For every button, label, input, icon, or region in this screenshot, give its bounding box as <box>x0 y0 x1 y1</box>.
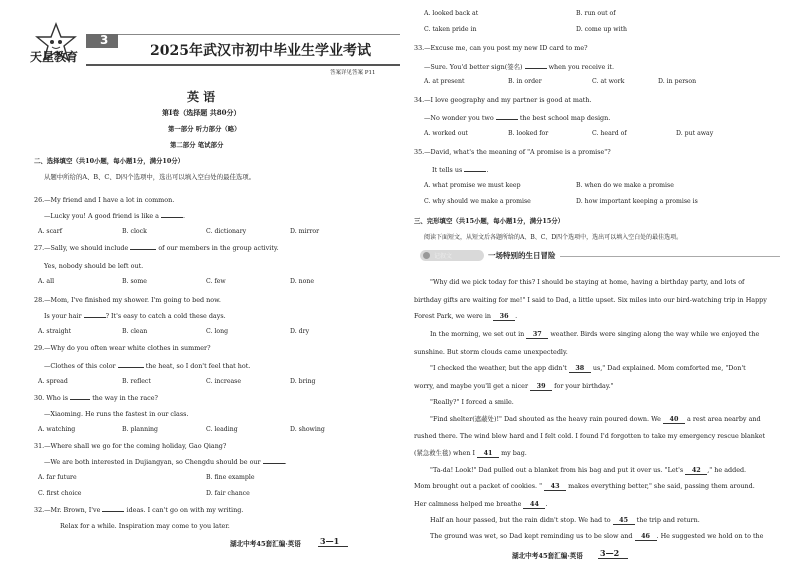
passage-p7 <box>430 516 700 525</box>
q27-line2: Yes, nobody should be left out. <box>44 262 144 270</box>
q33-stem-cont: when you receive it. <box>548 63 614 71</box>
passage-p7-text-cont: the trip and return. <box>636 516 700 524</box>
blank-45: 45 <box>613 516 635 525</box>
q29-stem-cont: the heat, so I don't feel that hot. <box>145 362 251 370</box>
q27-option-c[interactable]: C. few <box>206 278 226 285</box>
q27-option-a[interactable]: A. all <box>38 278 55 285</box>
part1-sub1: 第一部分 听力部分（略） <box>168 125 241 133</box>
q27-option-d[interactable]: D. none <box>290 278 315 285</box>
q29-option-c[interactable]: C. increase <box>206 378 242 385</box>
section2-instructions: 从题中所给的A、B、C、D四个选项中，选出可以填入空白处的最佳选项。 <box>44 173 256 181</box>
passage-p8 <box>430 532 763 541</box>
q26-stem: 26.—My friend and I have a lot in common. <box>34 196 175 204</box>
blank-44: 44 <box>523 500 545 509</box>
q33-blank <box>525 68 547 69</box>
q33-stem: —Sure. You'd better sign(签名) <box>424 63 523 71</box>
right-footer-text: 湖北中考45套汇编·英语 <box>512 552 583 560</box>
q32-line2: Relax for a while. Inspiration may come to you later. <box>60 522 230 530</box>
passage-p6-text3: Her calmness helped me breathe <box>414 500 522 508</box>
q31-option-b[interactable]: B. fine example <box>206 474 255 481</box>
q28-blank <box>84 317 106 318</box>
blank-43: 43 <box>544 482 566 491</box>
passage-p5-text-cont: a rest area nearby and <box>687 415 761 423</box>
passage-p2-line2: sunshine. But storm clouds came unexpectedly. <box>414 348 568 356</box>
q26-line2: —Lucky you! A good friend is like a . <box>44 212 186 220</box>
q31-line1: 31.—Where shall we go for the coming holiday, Gao Qiang? <box>34 442 227 450</box>
q35-stem: It tells us <box>432 166 463 174</box>
q31-stem: —We are both interested in Dujiangyan, so Chengdu should be our <box>44 458 261 466</box>
passage-p6-text2-cont: makes everything better," she said, passing them around. <box>568 482 755 490</box>
passage-p6-text-cont: ," he added. <box>707 466 747 474</box>
blank-42: 42 <box>685 466 707 475</box>
header-rule-bottom <box>86 64 400 66</box>
q29-line2 <box>44 362 250 370</box>
q27-line1 <box>34 244 279 252</box>
q32-option-c[interactable]: C. taken pride in <box>424 26 477 33</box>
q35-line1: 35.—David, what's the meaning of "A promise is a promise"? <box>414 148 611 156</box>
passage-title: 一场特别的生日冒险 <box>488 251 556 260</box>
q35-blank <box>464 171 486 172</box>
q29-blank <box>118 367 144 368</box>
q31-option-c[interactable]: C. first choice <box>38 490 82 497</box>
q28-stem-cont: ? It's easy to catch a cold these days. <box>105 312 226 320</box>
passage-tag-pill <box>420 250 484 261</box>
q33-line2 <box>424 62 614 71</box>
q28-line1: 28.—Mom, I've finished my shower. I'm going to bed now. <box>34 296 221 304</box>
part1-sub2: 第二部分 笔试部分 <box>170 141 224 149</box>
q35-line2: It tells us . <box>432 166 489 174</box>
q28-option-b[interactable]: B. clean <box>122 328 148 335</box>
passage-p5-text: "Find shelter(遮蔽处)!" Dad shouted as the heavy rain poured down. We <box>430 415 661 423</box>
q34-blank <box>496 119 518 120</box>
passage-p5-line3 <box>414 448 527 458</box>
passage-p1-line3: Forest Park, we were in 36 . <box>414 312 518 320</box>
q30-blank <box>70 399 90 400</box>
q26-option-a[interactable]: A. scarf <box>38 228 62 235</box>
badge <box>86 34 118 48</box>
q33-line1: 33.—Excuse me, can you post my new ID card to me? <box>414 44 588 52</box>
q29-option-a[interactable]: A. spread <box>38 378 68 385</box>
subject-title: 英 语 <box>187 90 216 104</box>
blank-36: 36 <box>493 312 515 321</box>
q35-option-c[interactable]: C. why should we make a promise <box>424 198 531 205</box>
q30-stem-cont: the way in the race? <box>92 394 158 402</box>
section3-instructions: 阅读下面短文，从短文后各题所给的A、B、C、D四个选项中，选出可以填入空白处的最佳选项。 <box>424 234 683 241</box>
passage-p5-line2: rushed there. The wind blew hard and I felt cold. I found I'd forgotten to take my emergency rescue blanket <box>414 432 766 440</box>
passage-banner <box>420 250 780 261</box>
q35-option-d[interactable]: D. how important keeping a promise is <box>576 198 698 205</box>
q29-line1: 29.—Why do you often wear white clothes in summer? <box>34 344 211 352</box>
q32-option-a[interactable]: A. looked back at <box>424 10 479 17</box>
passage-p8-text: The ground was wet, so Dad kept reminding us to be slow and <box>430 532 633 540</box>
passage-p6-text2: Mom brought out a packet of cookies. " <box>414 482 543 490</box>
blank-38: 38 <box>569 364 591 373</box>
q26-option-d[interactable]: D. mirror <box>290 228 320 235</box>
q33-option-a[interactable]: A. at present <box>424 78 465 85</box>
q26-option-b[interactable]: B. clock <box>122 228 147 235</box>
q28-line2 <box>44 312 226 320</box>
q32-blank <box>102 511 124 512</box>
passage-p1-text: Forest Park, we were in <box>414 312 492 320</box>
passage-p6-line3: Her calmness helped me breathe 44 . <box>414 500 548 508</box>
passage-p2-text-cont: weather. Birds were singing along the way while we enjoyed the <box>550 330 760 338</box>
passage-p6-line1 <box>430 466 746 475</box>
q30-option-d[interactable]: D. showing <box>290 426 325 433</box>
q32-option-b[interactable]: B. run out of <box>576 10 616 17</box>
section2-title: 二、选择填空（共10小题，每小题1分，满分10分） <box>34 157 185 165</box>
passage-p3-text: "I checked the weather, but the app didn't <box>430 364 567 372</box>
left-footer-rule <box>318 546 348 547</box>
q27-blank <box>130 249 156 250</box>
q34-stem-cont: the best school map design. <box>519 114 611 122</box>
exam-title: 2025年武汉市初中毕业生学业考试 <box>150 43 371 59</box>
brand-name: 天星教育 <box>30 50 79 64</box>
q35-option-a[interactable]: A. what promise we must keep <box>424 182 521 189</box>
part1-title: 第Ⅰ卷（选择题 共80分） <box>162 108 241 117</box>
q31-blank <box>263 463 285 464</box>
q27-stem-cont: of our members in the group activity. <box>158 244 279 252</box>
passage-p5-line1 <box>430 414 761 424</box>
passage-p1-line1: "Why did we pick today for this? I should be staying at home, having a birthday party, and lots of <box>430 278 745 286</box>
q31-option-d[interactable]: D. fair chance <box>206 490 250 497</box>
passage-p6-text: "Ta-da! Look!" Dad pulled out a blanket from his bag and put it over us. "Let's <box>430 466 684 474</box>
q29-stem: —Clothes of this color <box>44 362 116 370</box>
passage-p1-line2: birthday gifts are waiting for me!" I said to Dad, a little upset. Six miles into our bird-watching trip in Happy <box>414 296 767 304</box>
q30-stem: 30. Who is <box>34 394 69 402</box>
q35-option-b[interactable]: B. when do we make a promise <box>576 182 674 189</box>
passage-p3-text-cont: us," Dad explained. Mom comforted me, "Don't <box>592 364 746 372</box>
q32-option-d[interactable]: D. come up with <box>576 26 628 33</box>
q26-option-c[interactable]: C. dictionary <box>206 228 247 235</box>
right-footer-page: 3—2 <box>600 548 620 558</box>
passage-p6-line2 <box>414 482 755 491</box>
right-footer-rule <box>598 558 628 559</box>
blank-40: 40 <box>663 415 685 424</box>
q32-stem: 32.—Mr. Brown, I've <box>34 506 101 514</box>
q30-line2: —Xiaoming. He runs the fastest in our class. <box>44 410 189 418</box>
passage-p3-text2-cont: for your birthday." <box>554 382 614 390</box>
q34-option-d[interactable]: D. put away <box>676 130 714 137</box>
q34-stem: —No wonder you two <box>424 114 494 122</box>
passage-tag-dot-icon <box>423 252 430 259</box>
answer-ref: 答案详见答案 P11 <box>330 70 376 76</box>
left-footer-text: 湖北中考45套汇编·英语 <box>230 540 301 548</box>
q34-option-a[interactable]: A. worked out <box>424 130 468 137</box>
passage-p8-text-cont: . He suggested we hold on to the <box>656 532 764 540</box>
passage-p3-text2: worry, and maybe you'll get a nicer <box>414 382 529 390</box>
q34-option-c[interactable]: C. heard of <box>592 130 627 137</box>
q31-line2: —We are both interested in Dujiangyan, so Chengdu should be our . <box>44 458 287 466</box>
passage-p3-line1 <box>430 364 746 373</box>
q30-option-a[interactable]: A. watching <box>38 426 76 433</box>
passage-p3-line2 <box>414 382 614 391</box>
q29-option-b[interactable]: B. reflect <box>122 378 151 385</box>
q28-option-a[interactable]: A. straight <box>38 328 72 335</box>
q27-option-b[interactable]: B. some <box>122 278 147 285</box>
passage-p2-text: In the morning, we set out in <box>430 330 525 338</box>
badge-number: 3 <box>100 33 109 47</box>
q26-blank <box>161 217 183 218</box>
passage-p5-text2: (紧急救生毯) when I <box>414 449 476 457</box>
q34-line2 <box>424 114 610 122</box>
q33-option-c[interactable]: C. at work <box>592 78 625 85</box>
q34-line1: 34.—I love geography and my partner is good at math. <box>414 96 592 104</box>
right-page <box>400 0 800 566</box>
blank-37: 37 <box>526 330 548 339</box>
passage-p4: "Really?" I forced a smile. <box>430 398 514 406</box>
passage-p7-text: Half an hour passed, but the rain didn't stop. We had to <box>430 516 611 524</box>
header-rule <box>118 34 400 35</box>
section3-title: 三、完形填空（共15小题，每小题1分，满分15分） <box>414 217 565 225</box>
q32-stem-cont: ideas. I can't go on with my writing. <box>126 506 244 514</box>
q26-response: —Lucky you! A good friend is like a <box>44 212 159 220</box>
q28-stem: Is your hair <box>44 312 82 320</box>
passage-banner-rule <box>560 256 780 257</box>
blank-39: 39 <box>530 382 552 391</box>
q33-option-b[interactable]: B. in order <box>508 78 542 85</box>
q31-option-a[interactable]: A. far future <box>38 474 77 481</box>
left-footer-page: 3—1 <box>320 536 340 546</box>
q28-option-c[interactable]: C. long <box>206 328 229 335</box>
passage-p5-text2-cont: my bag. <box>501 449 527 457</box>
q30-option-b[interactable]: B. planning <box>122 426 159 433</box>
q33-option-d[interactable]: D. in person <box>658 78 697 85</box>
blank-46: 46 <box>635 532 657 541</box>
q32-line1 <box>34 506 243 514</box>
q27-stem: 27.—Sally, we should include <box>34 244 129 252</box>
q28-option-d[interactable]: D. dry <box>290 328 310 335</box>
q34-option-b[interactable]: B. looked for <box>508 130 549 137</box>
q29-option-d[interactable]: D. bring <box>290 378 316 385</box>
passage-tag: 记叙文 <box>434 253 453 260</box>
q26-line1 <box>34 196 174 204</box>
q30-line1 <box>34 394 158 402</box>
passage-p2-line1 <box>430 330 759 339</box>
blank-41: 41 <box>477 449 499 458</box>
q30-option-c[interactable]: C. leading <box>206 426 238 433</box>
